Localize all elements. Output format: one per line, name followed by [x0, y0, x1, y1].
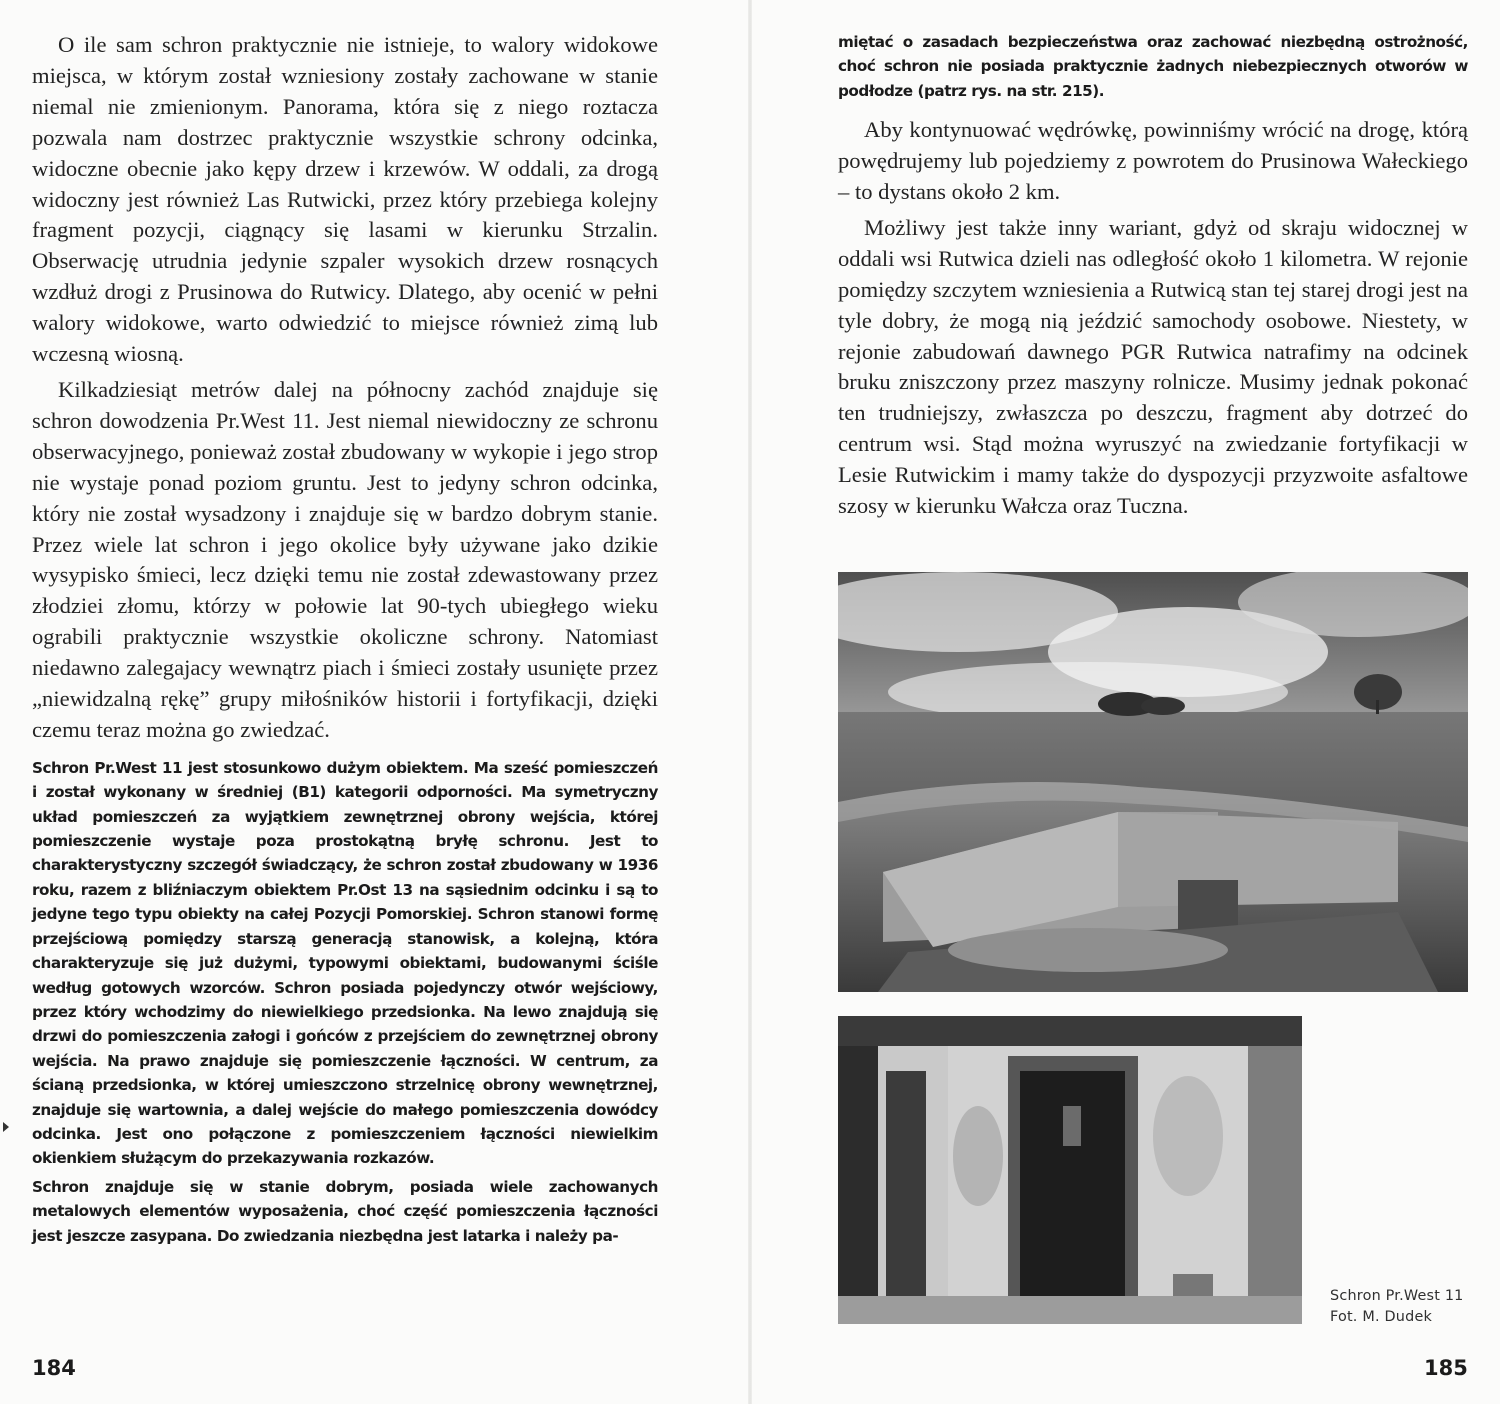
body-paragraph: Aby kontynuować wędrówkę, powinniśmy wrócić na drogę, którą powędrujemy lub pojedziemy z powrotem do Prusinowa Wałeckiego – to dystans około 2 km.: [838, 117, 1468, 205]
highlight-paragraph: Schron znajduje się w stanie dobrym, posiada wiele zachowanych metalowych elementów wyposażenia, choć część pomieszczenia łączności jest jeszcze zasypana. Do zwiedzania niezbędna jest latarka i należy pa-: [32, 1177, 658, 1245]
caption-title: Schron Pr.West 11: [1330, 1288, 1464, 1304]
left-text-column: [32, 30, 658, 1248]
caption-credit: Fot. M. Dudek: [1330, 1309, 1433, 1325]
body-paragraph: O ile sam schron praktycznie nie istnieje, to walory widokowe miejsca, w którym został wzniesiony zostały zachowane w stanie niemal nie zmienionym. Panorama, która się z niego roztacza pozwala nam dostrzec praktycznie wszystkie schrony odcinka, widoczne obecnie jako kępy drzew i krzewów. W oddali, za drogą widoczny jest również Las Rutwicki, przez który przebiega kolejny fragment pozycji, ciągnący się lasami w kierunku Strzalin. Obserwację utrudnia jedynie szpaler wysokich drzew rosnących wzdłuż drogi z Prusinowa do Rutwicy. Dlatego, aby ocenić w pełni walory widokowe, warto odwiedzić to miejsce również zimą lub wczesną wiosną.: [32, 32, 658, 367]
highlight-paragraph: miętać o zasadach bezpieczeństwa oraz zachować niezbędną ostrożność, choć schron nie posiada praktycznie żadnych niebezpiecznych otworów w podłodze (patrz rys. na str. 215).: [838, 33, 1468, 100]
highlight-paragraph: Schron Pr.West 11 jest stosunkowo dużym obiektem. Ma sześć pomieszczeń i został wykonany w średniej (B1) kategorii odporności. Ma symetryczny układ pomieszczeń za wyjątkiem zewnętrznej obrony wejścia, której pomieszczenie wystaje poza prostokątną bryłę schronu. Jest to charakterystyczny szczegół świadczący, że schron został zbudowany w 1936 roku, razem z bliźniaczym obiektem Pr.Ost 13 na sąsiednim odcinku i są to jedyne tego typu obiekty na całej Pozycji Pomorskiej. Schron stanowi formę przejściową pomiędzy starszą generacją stanowisk, a kolejną, która charakteryzuje się już dużymi, typowymi obiektami, budowanymi ściśle według gotowych wzorców. Schron posiada pojedynczy otwór wejściowy, przez który wchodzimy do niewielkiego przedsionka. Na lewo znajdują się drzwi do pomieszczenia załogi i gońców z przejściem do zewnętrznej obrony wejścia. Na prawo znajduje się pomieszczenie łączności. W centrum, za ścianą przedsionka, w której umieszczono strzelnicę obrony wewnętrznej, znajduje się wartownia, a dalej wejście do małego pomieszczenia dowódcy odcinka. Jest ono połączone z pomieszczeniem łączności niewielkim okienkiem służącym do przekazywania rozkazów.: [32, 758, 658, 1168]
body-paragraph: Możliwy jest także inny wariant, gdyż od skraju widocznej w oddali wsi Rutwica dzieli nas odległość około 1 kilometra. W rejonie pomiędzy szczytem wzniesienia a Rutwicą stan tej starej drogi jest na tyle dobry, że mogą nią jeździć samochody osobowe. Niestety, w rejonie zabudowań dawnego PGR Rutwica natrafimy na odcinek bruku zniszczony przez maszyny rolnicze. Musimy jednak pokonać ten trudniejszy, zwłaszcza po deszczu, fragment aby dotrzeć do centrum wsi. Stąd można wyruszyć na zwiedzanie fortyfikacji w Lesie Rutwickim i mamy także do dyspozycji przyzwoite asfaltowe szosy w kierunku Wałcza oraz Tuczna.: [838, 214, 1468, 519]
bunker-exterior-photo: [838, 572, 1468, 992]
page-number: 184: [32, 1356, 76, 1380]
triangle-arrow-icon: [3, 1122, 9, 1132]
page-number: 185: [1424, 1356, 1468, 1380]
right-text-column: [838, 30, 1468, 522]
bunker-interior-photo: [838, 1016, 1302, 1324]
photo-caption: [1330, 1286, 1464, 1328]
body-paragraph: Kilkadziesiąt metrów dalej na północny zachód znajduje się schron dowodzenia Pr.West 11. Jest niemal niewidoczny ze schronu obserwacyjnego, ponieważ został zbudowany w wykopie i jego strop nie wystaje ponad poziom gruntu. Jest to jedyny schron odcinka, który nie został wysadzony i znajduje się w bardzo dobrym stanie. Przez wiele lat schron i jego okolice były używane jako dzikie wysypisko śmieci, lecz dzięki temu nie został zdewastowany przez złodziei złomu, którzy w połowie lat 90-tych ubiegłego wieku ograbili praktycznie wszystkie okoliczne schrony. Natomiast niedawno zalegajacy wewnątrz piach i śmieci zostały usunięte przez „niewidzalną rękę” grupy miłośników historii i fortyfikacji, dzięki czemu teraz można go zwiedzać.: [32, 376, 658, 742]
right-page: [750, 0, 1500, 1404]
